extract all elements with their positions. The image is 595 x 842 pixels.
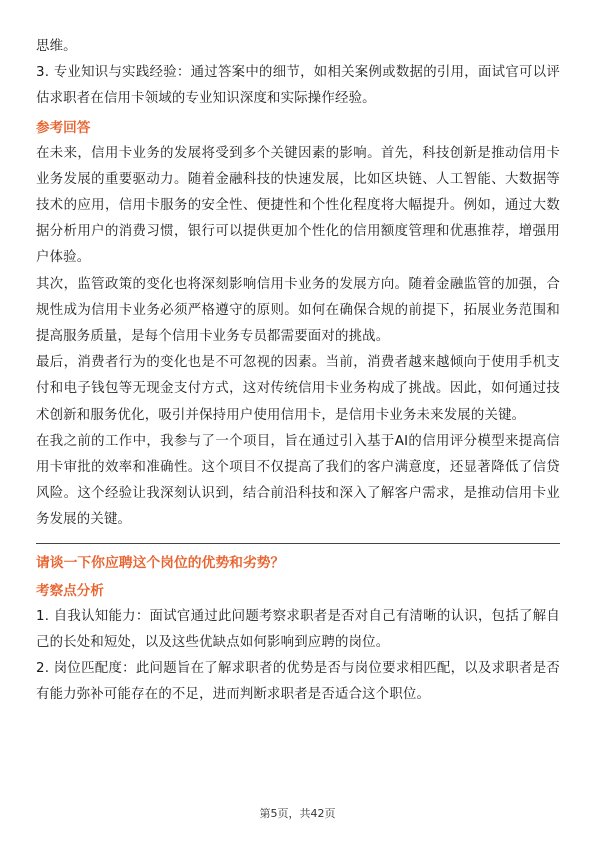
page-content (36, 34, 560, 708)
section-divider (36, 543, 560, 544)
answer-paragraph: 在我之前的工作中，我参与了一个项目，旨在通过引入基于AI的信用评分模型来提高信用卡审批的效率和准确性。这个项目不仅提高了我们的客户满意度，还显著降低了信贷风险。这个经验让我深刻认识到，结合前沿科技和深入了解客户需求，是推动信用卡业务发展的关键。 (36, 433, 560, 528)
analysis-point: 2. 岗位匹配度：此问题旨在了解求职者的优势是否与岗位要求相匹配，以及求职者是否有能力弥补可能存在的不足，进而判断求职者是否适合这个职位。 (36, 661, 560, 703)
question-heading: 请谈一下你应聘这个岗位的优势和劣势？ (36, 554, 285, 571)
answer-paragraph: 其次，监管政策的变化也将深刻影响信用卡业务的发展方向。随着金融监管的加强，合规性成为信用卡业务必须严格遵守的原则。如何在确保合规的前提下，拓展业务范围和提高服务质量，是每个信用卡业务专员都需要面对的挑战。 (36, 276, 560, 345)
answer-paragraph: 在未来，信用卡业务的发展将受到多个关键因素的影响。首先，科技创新是推动信用卡业务发展的重要驱动力。随着金融科技的快速发展，比如区块链、人工智能、大数据等技术的应用，信用卡服务的安全性、便捷性和个性化程度将大幅提升。例如，通过大数据分析用户的消费习惯，银行可以提供更加个性化的信用额度管理和优惠推荐，增强用户体验。 (36, 145, 560, 266)
analysis-point-3: 3. 专业知识与实践经验：通过答案中的细节，如相关案例或数据的引用，面试官可以评估求职者在信用卡领域的专业知识深度和实际操作经验。 (36, 65, 560, 107)
analysis-point: 1. 自我认知能力：面试官通过此问题考察求职者是否对自己有清晰的认识，包括了解自己的长处和短处，以及这些优缺点如何影响到应聘的岗位。 (36, 608, 560, 650)
answer-paragraph: 最后，消费者行为的变化也是不可忽视的因素。当前，消费者越来越倾向于使用手机支付和电子钱包等无现金支付方式，这对传统信用卡业务构成了挑战。因此，如何通过技术创新和服务优化，吸引并保持用户使用信用卡，是信用卡业务未来发展的关键。 (36, 355, 560, 423)
continuation-text: 思维。 (36, 39, 77, 54)
page-footer: 第5页，共42页 (259, 807, 336, 820)
analysis-heading: 考察点分析 (36, 582, 104, 599)
reference-answer-heading: 参考回答 (36, 119, 91, 136)
